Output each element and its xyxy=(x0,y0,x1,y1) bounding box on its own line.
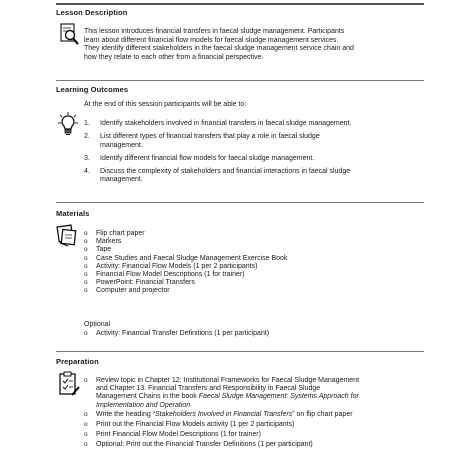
text-line: This lesson introduces financial transfers in faecal sludge management. Participants xyxy=(84,28,345,35)
list-item xyxy=(84,168,414,185)
bullet-marker: o xyxy=(84,271,88,279)
text-line: learn about different financial flow models for faecal sludge management services. xyxy=(84,36,339,44)
preparation-list xyxy=(84,377,414,451)
list-item xyxy=(84,330,414,338)
text-line xyxy=(96,402,414,410)
learning-outcomes-intro: At the end of this session participants will be able to: xyxy=(84,101,247,108)
list-item xyxy=(84,246,414,254)
list-item-text: Computer and projector xyxy=(96,287,170,295)
list-item xyxy=(84,271,414,279)
top-divider xyxy=(56,3,424,5)
list-item-text: Tape xyxy=(96,246,112,254)
text-line: how they relate to each other from a financial perspective. xyxy=(84,53,264,61)
flipchart-heading-text: Stakeholders Involved in Financial Transfers xyxy=(155,411,293,419)
section-divider xyxy=(56,80,424,81)
flipchart-scissors-icon xyxy=(56,223,80,252)
bullet-marker: o xyxy=(84,279,88,287)
text-segment: Management Chains in the book xyxy=(96,393,197,401)
lesson-description-text xyxy=(84,28,424,62)
text-line: Discuss the complexity of stakeholders and financial interactions in faecal sludge xyxy=(100,167,351,175)
list-item xyxy=(84,133,414,150)
text-line xyxy=(96,393,414,401)
list-item-text: Print Financial Flow Model Descriptions (1 for trainer) xyxy=(96,431,261,438)
bullet-marker: o xyxy=(84,330,88,337)
list-item xyxy=(84,287,414,295)
list-item xyxy=(84,411,414,419)
list-item-text: Markers xyxy=(96,238,122,246)
list-item xyxy=(84,441,414,449)
bullet-marker: o xyxy=(84,262,88,270)
list-item-text: Optional: Print out the Financial Transfer Definitions (1 per participant) xyxy=(96,440,313,448)
list-number: 2. xyxy=(84,133,90,141)
list-item xyxy=(84,238,414,246)
section-divider xyxy=(56,351,424,352)
list-item xyxy=(84,255,414,263)
materials-heading: Materials xyxy=(56,209,90,218)
learning-outcomes-heading: Learning Outcomes xyxy=(56,85,129,94)
materials-optional-list xyxy=(84,330,414,338)
text-segment: ” on flip chart paper xyxy=(292,411,353,419)
bullet-marker: o xyxy=(84,377,88,384)
bullet-marker: o xyxy=(84,254,88,262)
list-item-text: PowerPoint: Financial Transfers xyxy=(96,279,195,287)
bullet-marker: o xyxy=(84,246,88,254)
list-item xyxy=(84,431,414,439)
bullet-marker: o xyxy=(84,440,88,448)
bullet-marker: o xyxy=(84,287,88,295)
list-number: 1. xyxy=(84,120,90,127)
list-item-text: Case Studies and Faecal Sludge Management Exercise Book xyxy=(96,254,288,262)
list-item xyxy=(84,230,414,238)
list-item-text: Activity: Financial Flow Models (1 per 2 participants) xyxy=(96,262,258,270)
lightbulb-icon xyxy=(58,112,78,141)
bullet-marker: o xyxy=(84,230,88,237)
list-item xyxy=(84,120,414,129)
bullet-marker: o xyxy=(84,421,88,429)
list-item xyxy=(84,279,414,287)
text-line: Identify different financial flow models for faecal sludge management. xyxy=(100,154,315,162)
text-segment: Write the heading “ xyxy=(96,411,156,419)
bullet-marker: o xyxy=(84,431,88,438)
text-line: List different types of financial transfers that play a role in faecal sludge xyxy=(100,133,320,141)
checklist-clipboard-icon xyxy=(58,371,80,402)
materials-optional-label: Optional xyxy=(84,321,111,328)
list-item-text: Flip chart paper xyxy=(96,230,145,237)
preparation-heading: Preparation xyxy=(56,357,99,366)
list-item-text: Financial Flow Model Descriptions (1 for trainer) xyxy=(96,271,245,279)
list-number: 3. xyxy=(84,154,90,162)
text-line: management. xyxy=(100,176,143,184)
learning-outcomes-list xyxy=(84,120,414,190)
lesson-description-heading: Lesson Description xyxy=(56,8,128,17)
text-line: Review topic in Chapter 12: Institutional Frameworks for Faecal Sludge Management xyxy=(96,377,360,384)
text-line: management. xyxy=(100,141,143,149)
list-item-text: Print out the Financial Flow Models activity (1 per 2 participants) xyxy=(96,421,295,429)
list-item xyxy=(84,263,414,271)
list-number: 4. xyxy=(84,167,90,175)
materials-list xyxy=(84,230,414,296)
text-line: They identify different stakeholders in the faecal sludge management service chain and xyxy=(84,45,354,53)
list-item xyxy=(84,421,414,429)
magnifier-document-icon xyxy=(58,22,80,51)
list-item-text: Activity: Financial Transfer Definitions (1 per participant) xyxy=(96,330,270,337)
text-line: and Chapter 13. Financial Transfers and Responsibility in Faecal Sludge xyxy=(96,385,321,393)
bullet-marker: o xyxy=(84,411,88,419)
text-line: Identify stakeholders involved in financial transfers in faecal sludge management. xyxy=(100,120,352,127)
list-item xyxy=(84,377,414,410)
section-divider xyxy=(56,202,424,203)
book-title: Faecal Sludge Management: Systems Approach for xyxy=(198,393,359,401)
book-title-continued: Implementation and Operation xyxy=(96,401,191,409)
list-item xyxy=(84,155,414,164)
bullet-marker: o xyxy=(84,238,88,246)
